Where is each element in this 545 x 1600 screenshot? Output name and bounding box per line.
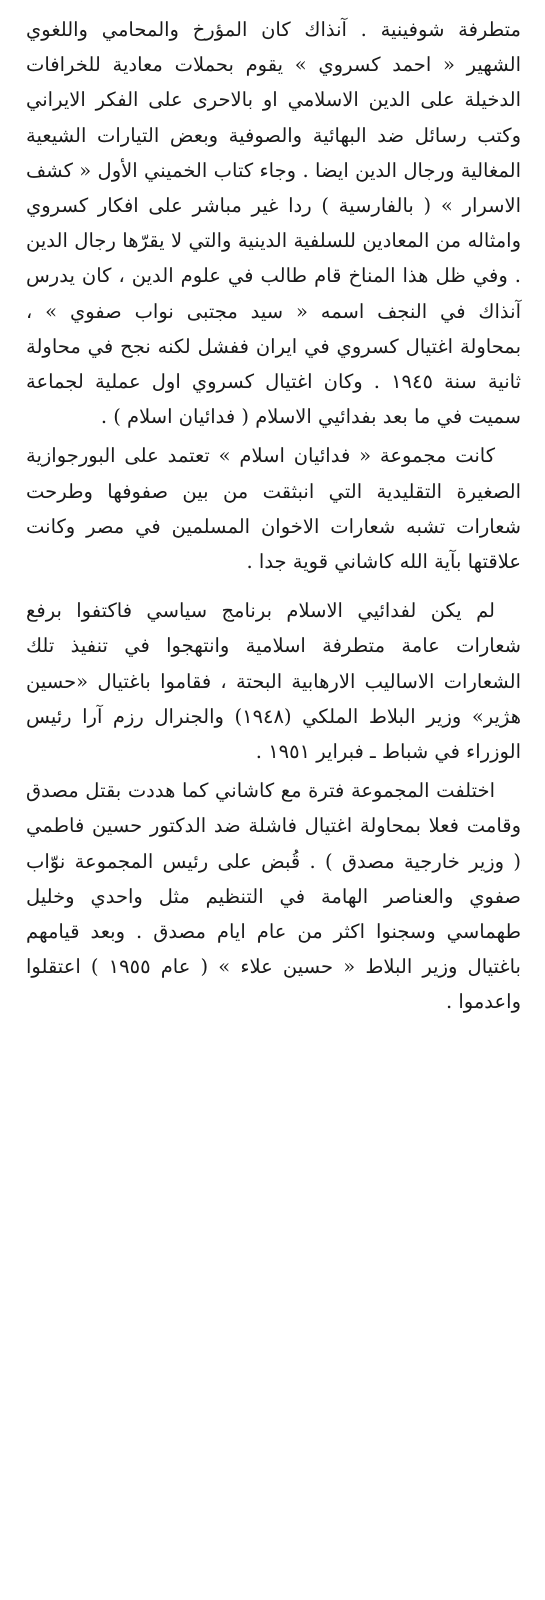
paragraph-4: اختلفت المجموعة فترة مع كاشاني كما هددت بقتل مصدق وقامت فعلا بمحاولة اغتيال فاشلة ضد الدكتور حسين فاطمي ( وزير خارجية مصدق ) . قُبض على رئيس المجموعة نوّاب صفوي والعناصر الهامة في التنظيم مثل واحدي وخليل طهماسي وسجنوا اكثر من عام ايام مصدق . وبعد قيامهم باغتيال وزير البلاط « حسين علاء » ( عام ١٩٥٥ ) اعتقلوا واعدموا . — [26, 779, 521, 1014]
paragraph-3: لم يكن لفدائيي الاسلام برنامج سياسي فاكتفوا برفع شعارات عامة متطرفة اسلامية وانتهجوا في تنفيذ تلك الشعارات الاساليب الارهابية البحتة ، فقاموا باغتيال «حسين هژير» وزير البلاط الملكي (١٩٤٨) والجنرال رزم آرا رئيس الوزراء في شباط ـ فبراير ١٩٥١ . — [26, 599, 521, 764]
document-page — [26, 12, 521, 1020]
paragraph-1: متطرفة شوفينية . آنذاك كان المؤرخ والمحامي واللغوي الشهير « احمد كسروي » يقوم بحملات معادية للخرافات الدخيلة على الدين الاسلامي او بالاحرى على الفكر الايراني وكتب رسائل ضد البهائية والصوفية وبعض التيارات الشيعية المغالية ورجال الدين ايضا . وجاء كتاب الخميني الأول « كشف الاسرار » ( بالفارسية ) ردا غير مباشر على افكار كسروي وامثاله من المعادين للسلفية الدينية والتي لا يقرّها رجال الدين . وفي ظل هذا المناخ قام طالب في علوم الدين ، كان يدرس آنذاك في النجف اسمه « سيد مجتبى نواب صفوي » ، بمحاولة اغتيال كسروي في ايران ففشل لكنه نجح في محاولة ثانية سنة ١٩٤٥ . وكان اغتيال كسروي اول عملية لجماعة سميت في ما بعد بفدائيي الاسلام ( فدائيان اسلام ) . — [26, 18, 521, 429]
paragraph-2: كانت مجموعة « فدائيان اسلام » تعتمد على البورجوازية الصغيرة التقليدية التي انبثقت من بين صفوفها وطرحت شعارات تشبه شعارات الاخوان المسلمين في مصر وكانت علاقتها بآية الله كاشاني قوية جدا . — [26, 444, 521, 574]
